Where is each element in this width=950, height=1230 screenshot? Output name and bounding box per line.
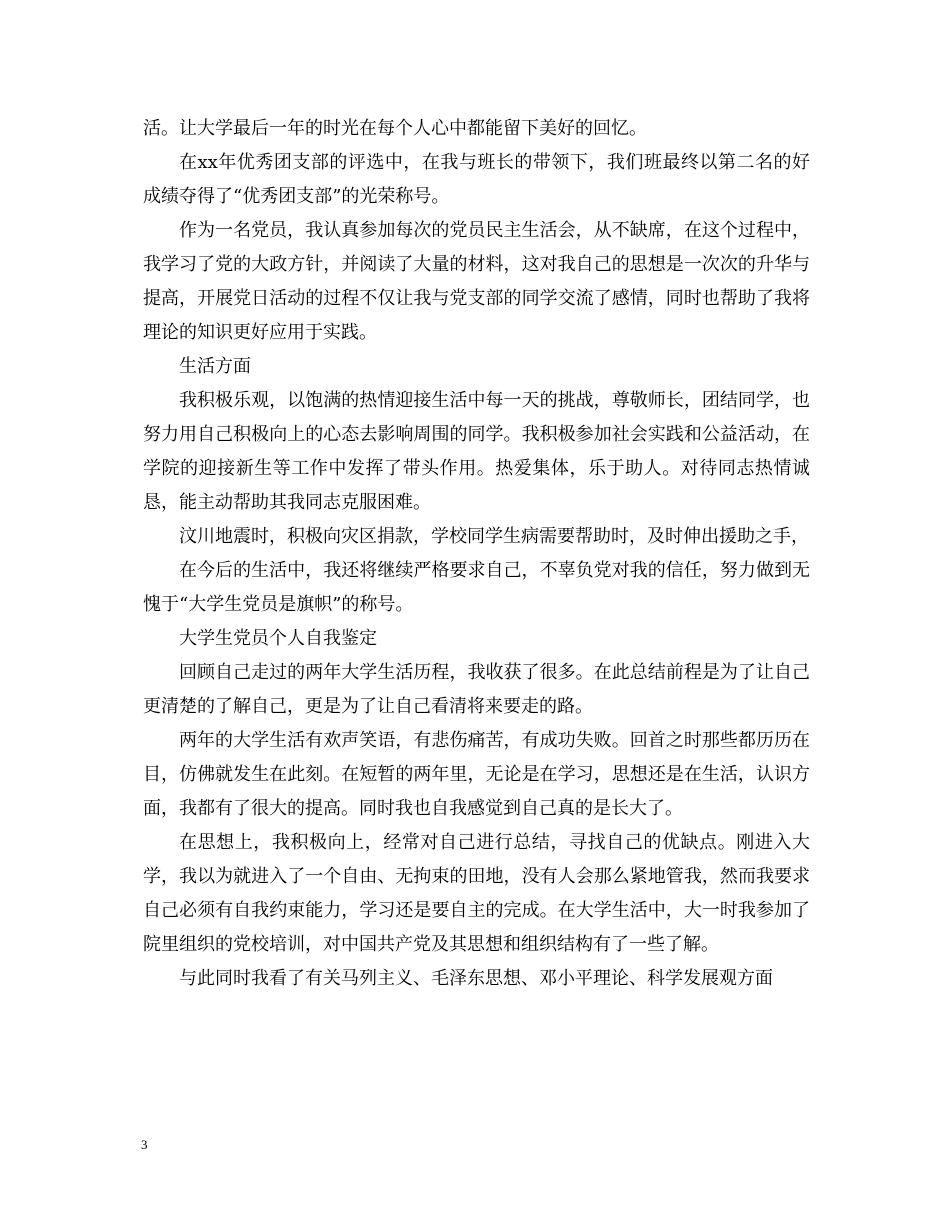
paragraph: 与此同时我看了有关马列主义、毛泽东思想、邓小平理论、科学发展观方面 <box>179 968 773 989</box>
paragraph: 我积极乐观，以饱满的热情迎接生活中每一天的挑战，尊敬师长，团结同学，也努力用自己积极向上的心态去影响周围的同学。我积极参加社会实践和公益活动，在学院的迎接新生等工作中发挥了带头作用。热爱集体，乐于助人。对待同志热情诚恳，能主动帮助其我同志克服困难。 <box>143 390 810 513</box>
section-heading: 生活方面 <box>179 356 251 377</box>
page-number: 3 <box>141 1137 148 1152</box>
paragraph: 作为一名党员，我认真参加每次的党员民主生活会，从不缺席，在这个过程中，我学习了党的大政方针，并阅读了大量的材料，这对我自己的思想是一次次的升华与提高，开展党日活动的过程不仅让我与党支部的同学交流了感情，同时也帮助了我将理论的知识更好应用于实践。 <box>143 220 810 343</box>
paragraph: 回顾自己走过的两年大学生活历程，我收获了很多。在此总结前程是为了让自己更清楚的了解自己，更是为了让自己看清将来要走的路。 <box>143 662 810 717</box>
paragraph: 在今后的生活中，我还将继续严格要求自己，不辜负党对我的信任，努力做到无愧于“大学生党员是旗帜”的称号。 <box>143 560 810 615</box>
document-body <box>143 112 810 996</box>
paragraph: 两年的大学生活有欢声笑语，有悲伤痛苦，有成功失败。回首之时那些都历历在目，仿佛就发生在此刻。在短暂的两年里，无论是在学习，思想还是在生活，认识方面，我都有了很大的提高。同时我也自我感觉到自己真的是长大了。 <box>143 730 810 819</box>
paragraph: 汶川地震时，积极向灾区捐款，学校同学生病需要帮助时，及时伸出援助之手， <box>179 526 809 547</box>
paragraph: 在xx年优秀团支部的评选中，在我与班长的带领下，我们班最终以第二名的好成绩夺得了“优秀团支部”的光荣称号。 <box>143 152 810 207</box>
paragraph: 活。让大学最后一年的时光在每个人心中都能留下美好的回忆。 <box>143 118 647 139</box>
paragraph: 在思想上，我积极向上，经常对自己进行总结，寻找自己的优缺点。刚进入大学，我以为就进入了一个自由、无拘束的田地，没有人会那么紧地管我，然而我要求自己必须有自我约束能力，学习还是要自主的完成。在大学生活中，大一时我参加了院里组织的党校培训，对中国共产党及其思想和组织结构有了一些了解。 <box>143 832 810 955</box>
section-heading: 大学生党员个人自我鉴定 <box>179 628 377 649</box>
